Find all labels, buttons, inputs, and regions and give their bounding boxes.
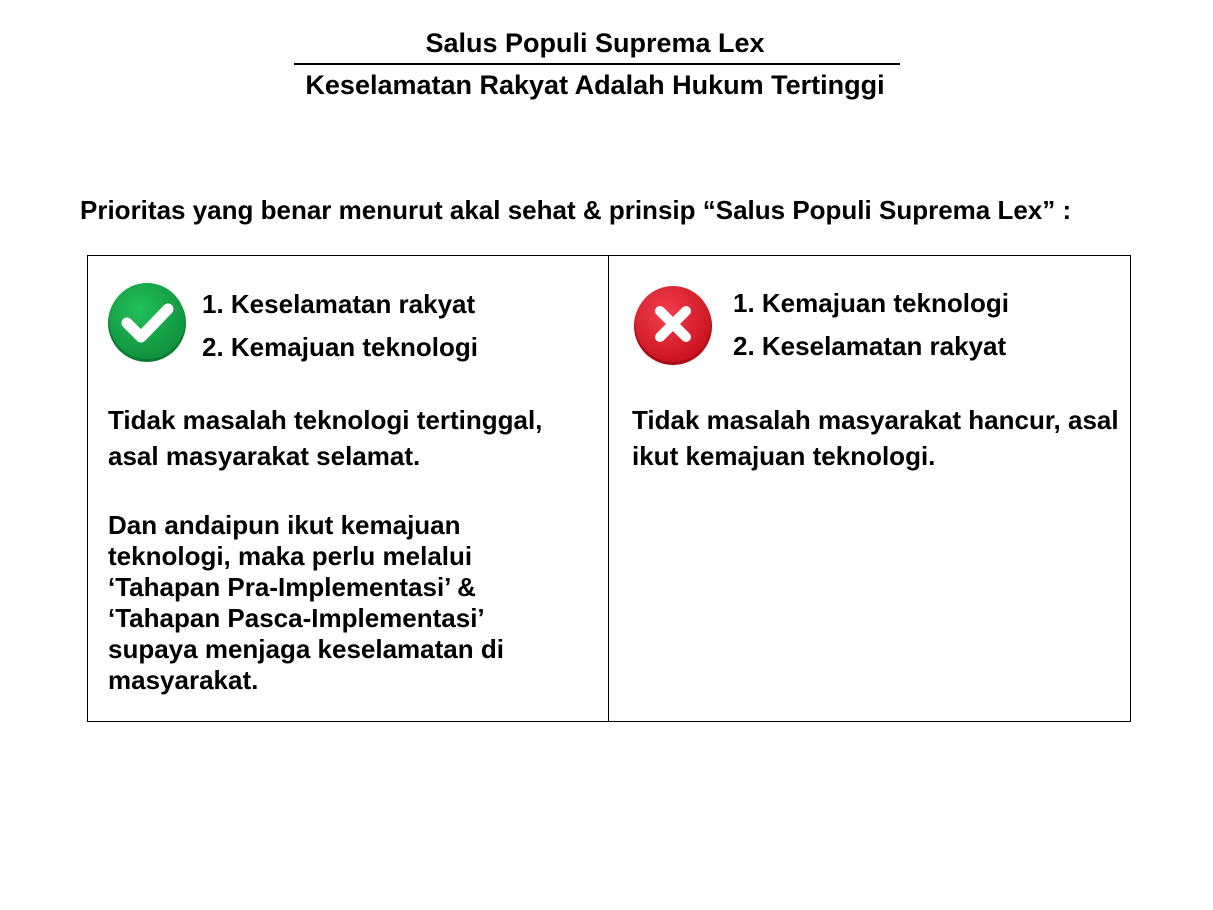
ranking-item: 2. Keselamatan rakyat	[733, 331, 1007, 361]
ranking-item: 1. Keselamatan rakyat	[202, 289, 476, 319]
wrong-priority-column	[609, 256, 1130, 721]
title-divider	[294, 63, 900, 65]
correct-priority-column	[88, 256, 609, 721]
page-title: Salus Populi Suprema Lex	[425, 28, 765, 58]
ranking-item: 1. Kemajuan teknologi	[733, 288, 1009, 318]
title-block	[0, 26, 1190, 103]
implementation-note: Dan andaipun ikut kemajuan teknologi, maka perlu melalui ‘Tahapan Pra-Implementasi’ & ‘Tahapan Pasca-Implementasi’ supaya menjaga keselamatan di masyarakat.	[108, 510, 504, 695]
correct-ranking-list	[202, 283, 478, 369]
x-circle-icon	[633, 285, 713, 365]
comparison-table	[87, 255, 1131, 722]
priority-heading: Prioritas yang benar menurut akal sehat & prinsip “Salus Populi Suprema Lex” :	[80, 195, 1072, 225]
page-subtitle: Keselamatan Rakyat Adalah Hukum Tertinggi	[305, 70, 885, 100]
wrong-statement: Tidak masalah masyarakat hancur, asal ikut kemajuan teknologi.	[632, 405, 1119, 471]
correct-statement: Tidak masalah teknologi tertinggal, asal masyarakat selamat.	[108, 405, 543, 471]
check-circle-icon	[107, 282, 187, 362]
ranking-item: 2. Kemajuan teknologi	[202, 332, 478, 362]
wrong-ranking-list	[733, 282, 1009, 368]
